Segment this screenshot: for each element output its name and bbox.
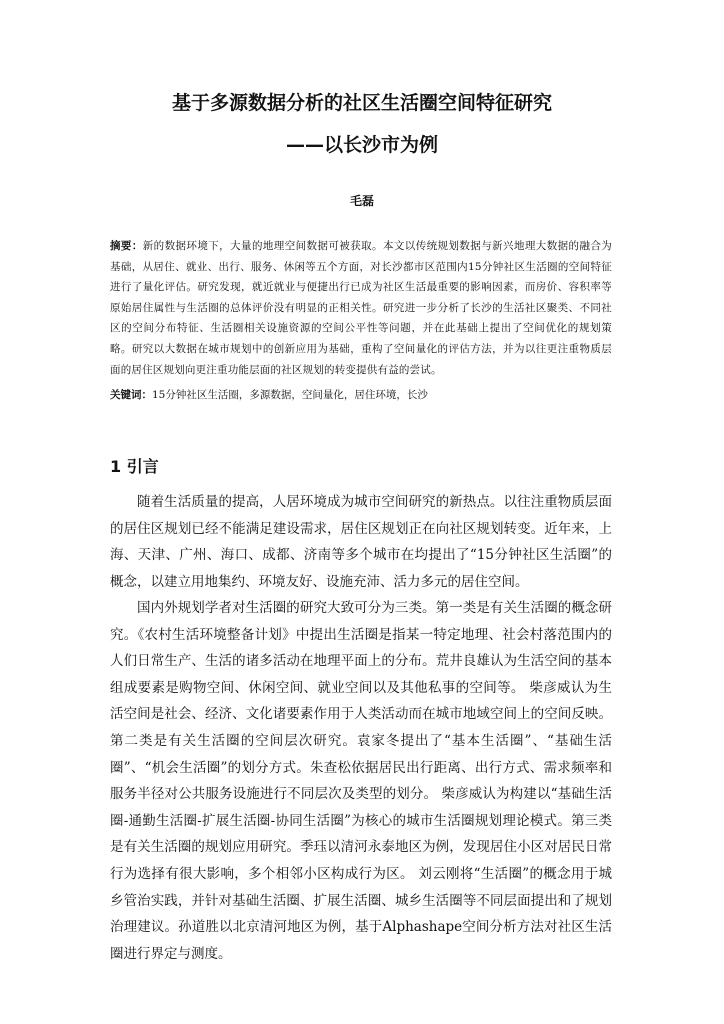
abstract	[110, 236, 612, 380]
author-name: 毛磊	[349, 194, 374, 208]
abstract-text: 新的数据环境下，大量的地理空间数据可被获取。本文以传统规划数据与新兴地理大数据的融合为基础，从居住、就业、出行、服务、休闲等五个方面，对长沙都市区范围内15分钟社区生活圈的空间特征进行了量化评估。研究发现，就近就业与便捷出行已成为社区生活最重要的影响因素，而房价、容积率等原始居住属性与生活圈的总体评价没有明显的正相关性。研究进一步分析了长沙的生活社区聚类、不同社区的空间分布特征、生活圈相关设施资源的空间公平性等问题，并在此基础上提出了空间优化的规划策略。研究以大数据在城市规划中的创新应用为基础，重构了空间量化的评估方法，并为以往更注重物质层面的居住区规划向更注重功能层面的社区规划的转变提供有益的尝试。	[110, 240, 612, 376]
body-paragraph: 随着生活质量的提高，人居环境成为城市空间研究的新热点。以往注重物质层面的居住区规划已经不能满足建设需求，居住区规划正在向社区规划转变。近年来，上海、天津、广州、海口、成都、济南等多个城市在均提出了“15分钟社区生活圈”的概念，以建立用地集约、环境友好、设施充沛、活力多元的居住空间。	[110, 494, 612, 590]
paper-subtitle: ——以长沙市为例	[285, 134, 438, 156]
body-paragraph: 国内外规划学者对生活圈的研究大致可分为三类。第一类是有关生活圈的概念研究。《农村生活环境整备计划》中提出生活圈是指某一特定地理、社会村落范围内的人们日常生产、生活的诸多活动在地理平面上的分布。荒井良雄认为生活空间的基本组成要素是购物空间、休闲空间、就业空间以及其他私事的空间等。 柴彦威认为生活空间是社会、经济、文化诸要素作用于人类活动而在城市地域空间上的空间反映。第二类是有关生活圈的空间层次研究。袁家冬提出了“基本生活圈”、“基础生活圈”、“机会生活圈”的划分方式。朱查松依据居民出行距离、出行方式、需求频率和服务半径对公共服务设施进行不同层次及类型的划分。 柴彦威认为构建以“基础生活圈-通勤生活圈-扩展生活圈-协同生活圈”为核心的城市生活圈规划理论模式。第三类是有关生活圈的规划应用研究。季珏以清河永泰地区为例，发现居住小区对居民日常行为选择有很大影响，多个相邻小区构成行为区。 刘云刚将“生活圈”的概念用于城乡管治实践，并针对基础生活圈、扩展生活圈、城乡生活圈等不同层面提出和了规划治理建议。孙道胜以北京清河地区为例，基于Alphashape空间分析方法对社区生活圈进行界定与测度。	[110, 600, 612, 962]
keywords-label: 关键词：	[110, 389, 152, 401]
keywords-text: 15分钟社区生活圈，多源数据，空间量化，居住环境，长沙	[152, 389, 428, 401]
paper-title: 基于多源数据分析的社区生活圈空间特征研究	[171, 92, 552, 114]
abstract-label: 摘要：	[110, 240, 143, 252]
section-heading: 1 引言	[110, 457, 159, 476]
keywords	[110, 385, 612, 405]
